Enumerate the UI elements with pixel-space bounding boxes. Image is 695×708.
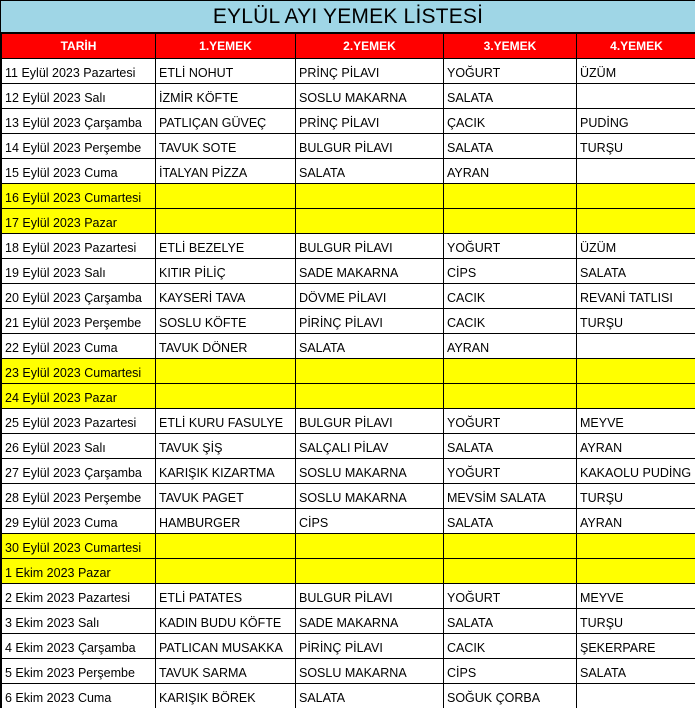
cell-date[interactable]: 6 Ekim 2023 Cuma <box>2 684 156 708</box>
header-dish-1[interactable]: 1.YEMEK <box>156 34 296 59</box>
cell-dish-1[interactable] <box>156 209 296 234</box>
cell-dish-2[interactable]: SOSLU MAKARNA <box>296 84 444 109</box>
cell-dish-2[interactable]: PİRİNÇ PİLAVI <box>296 634 444 659</box>
cell-dish-4[interactable]: PUDİNG <box>577 109 695 134</box>
cell-date[interactable]: 16 Eylül 2023 Cumartesi <box>2 184 156 209</box>
cell-dish-1[interactable]: TAVUK SOTE <box>156 134 296 159</box>
cell-dish-3[interactable]: YOĞURT <box>444 584 577 609</box>
cell-dish-2[interactable]: SADE MAKARNA <box>296 609 444 634</box>
cell-date[interactable]: 25 Eylül 2023 Pazartesi <box>2 409 156 434</box>
cell-dish-1[interactable]: KITIR PİLİÇ <box>156 259 296 284</box>
cell-dish-1[interactable]: İZMİR KÖFTE <box>156 84 296 109</box>
cell-dish-2[interactable] <box>296 209 444 234</box>
cell-dish-2[interactable]: BULGUR PİLAVI <box>296 234 444 259</box>
cell-dish-1[interactable]: PATLICAN MUSAKKA <box>156 634 296 659</box>
cell-dish-4[interactable] <box>577 684 695 708</box>
table-row <box>2 384 695 409</box>
cell-date[interactable]: 23 Eylül 2023 Cumartesi <box>2 359 156 384</box>
cell-dish-4[interactable] <box>577 209 695 234</box>
table-row <box>2 559 695 584</box>
cell-dish-2[interactable] <box>296 384 444 409</box>
cell-dish-3[interactable]: YOĞURT <box>444 409 577 434</box>
cell-dish-1[interactable]: ETLİ KURU FASULYE <box>156 409 296 434</box>
cell-dish-2[interactable] <box>296 359 444 384</box>
cell-dish-3[interactable]: CİPS <box>444 259 577 284</box>
menu-body <box>2 59 695 708</box>
cell-dish-2[interactable] <box>296 184 444 209</box>
cell-dish-2[interactable]: PRİNÇ PİLAVI <box>296 59 444 84</box>
table-row <box>2 184 695 209</box>
table-row <box>2 84 695 109</box>
table-row <box>2 59 695 84</box>
cell-dish-3[interactable]: ÇACIK <box>444 109 577 134</box>
menu-table <box>1 33 695 708</box>
cell-dish-3[interactable]: CACIK <box>444 309 577 334</box>
cell-dish-2[interactable]: SADE MAKARNA <box>296 259 444 284</box>
header-dish-3[interactable]: 3.YEMEK <box>444 34 577 59</box>
cell-dish-3[interactable]: SALATA <box>444 434 577 459</box>
cell-dish-3[interactable]: MEVSİM SALATA <box>444 484 577 509</box>
cell-dish-1[interactable]: KAYSERİ TAVA <box>156 284 296 309</box>
cell-dish-4[interactable] <box>577 384 695 409</box>
cell-dish-4[interactable]: SALATA <box>577 259 695 284</box>
cell-dish-4[interactable] <box>577 534 695 559</box>
cell-dish-1[interactable]: ETLİ PATATES <box>156 584 296 609</box>
cell-date[interactable]: 2 Ekim 2023 Pazartesi <box>2 584 156 609</box>
table-row <box>2 359 695 384</box>
cell-dish-4[interactable]: KAKAOLU PUDİNG <box>577 459 695 484</box>
table-row <box>2 534 695 559</box>
cell-dish-4[interactable] <box>577 84 695 109</box>
cell-dish-3[interactable]: CACIK <box>444 634 577 659</box>
cell-dish-3[interactable]: YOĞURT <box>444 59 577 84</box>
cell-dish-4[interactable]: SALATA <box>577 659 695 684</box>
cell-dish-4[interactable]: TURŞU <box>577 609 695 634</box>
cell-dish-1[interactable]: TAVUK PAGET <box>156 484 296 509</box>
cell-date[interactable]: 12 Eylül 2023 Salı <box>2 84 156 109</box>
cell-dish-2[interactable]: PRİNÇ PİLAVI <box>296 109 444 134</box>
table-row <box>2 609 695 634</box>
cell-dish-2[interactable]: PİRİNÇ PİLAVI <box>296 309 444 334</box>
cell-dish-2[interactable]: DÖVME PİLAVI <box>296 284 444 309</box>
header-dish-2[interactable]: 2.YEMEK <box>296 34 444 59</box>
cell-dish-3[interactable]: CACIK <box>444 284 577 309</box>
cell-dish-1[interactable]: SOSLU KÖFTE <box>156 309 296 334</box>
cell-date[interactable]: 14 Eylül 2023 Perşembe <box>2 134 156 159</box>
cell-date[interactable]: 5 Ekim 2023 Perşembe <box>2 659 156 684</box>
cell-dish-1[interactable] <box>156 184 296 209</box>
header-row <box>2 34 695 59</box>
table-row <box>2 509 695 534</box>
cell-date[interactable]: 27 Eylül 2023 Çarşamba <box>2 459 156 484</box>
cell-dish-3[interactable] <box>444 209 577 234</box>
cell-dish-1[interactable]: ETLİ BEZELYE <box>156 234 296 259</box>
cell-dish-4[interactable]: MEYVE <box>577 409 695 434</box>
cell-dish-3[interactable]: YOĞURT <box>444 459 577 484</box>
table-row <box>2 434 695 459</box>
table-row <box>2 484 695 509</box>
cell-dish-1[interactable]: TAVUK DÖNER <box>156 334 296 359</box>
cell-dish-4[interactable]: ŞEKERPARE <box>577 634 695 659</box>
cell-dish-2[interactable]: SOSLU MAKARNA <box>296 484 444 509</box>
cell-dish-3[interactable]: SALATA <box>444 509 577 534</box>
cell-date[interactable]: 4 Ekim 2023 Çarşamba <box>2 634 156 659</box>
cell-date[interactable]: 29 Eylül 2023 Cuma <box>2 509 156 534</box>
cell-date[interactable]: 26 Eylül 2023 Salı <box>2 434 156 459</box>
cell-dish-4[interactable] <box>577 334 695 359</box>
table-row <box>2 334 695 359</box>
cell-dish-2[interactable] <box>296 559 444 584</box>
table-row <box>2 259 695 284</box>
cell-dish-4[interactable] <box>577 559 695 584</box>
cell-dish-3[interactable]: SALATA <box>444 84 577 109</box>
cell-date[interactable]: 21 Eylül 2023 Perşembe <box>2 309 156 334</box>
table-row <box>2 634 695 659</box>
cell-dish-4[interactable]: AYRAN <box>577 509 695 534</box>
cell-dish-3[interactable]: SOĞUK ÇORBA <box>444 684 577 708</box>
table-row <box>2 409 695 434</box>
cell-dish-1[interactable] <box>156 534 296 559</box>
cell-dish-4[interactable]: REVANİ TATLISI <box>577 284 695 309</box>
cell-date[interactable]: 15 Eylül 2023 Cuma <box>2 159 156 184</box>
table-row <box>2 109 695 134</box>
table-row <box>2 584 695 609</box>
cell-dish-1[interactable]: İTALYAN PİZZA <box>156 159 296 184</box>
cell-date[interactable]: 28 Eylül 2023 Perşembe <box>2 484 156 509</box>
cell-dish-1[interactable]: KADIN BUDU KÖFTE <box>156 609 296 634</box>
cell-dish-1[interactable]: PATLIÇAN GÜVEÇ <box>156 109 296 134</box>
cell-dish-4[interactable]: MEYVE <box>577 584 695 609</box>
cell-date[interactable]: 1 Ekim 2023 Pazar <box>2 559 156 584</box>
sheet-title: EYLÜL AYI YEMEK LİSTESİ <box>1 0 695 33</box>
cell-dish-2[interactable]: SALATA <box>296 159 444 184</box>
cell-dish-1[interactable]: KARIŞIK KIZARTMA <box>156 459 296 484</box>
cell-date[interactable]: 20 Eylül 2023 Çarşamba <box>2 284 156 309</box>
cell-date[interactable]: 3 Ekim 2023 Salı <box>2 609 156 634</box>
cell-dish-1[interactable]: HAMBURGER <box>156 509 296 534</box>
cell-dish-4[interactable]: AYRAN <box>577 434 695 459</box>
cell-date[interactable]: 18 Eylül 2023 Pazartesi <box>2 234 156 259</box>
cell-dish-2[interactable]: SOSLU MAKARNA <box>296 459 444 484</box>
cell-date[interactable]: 13 Eylül 2023 Çarşamba <box>2 109 156 134</box>
cell-dish-3[interactable] <box>444 559 577 584</box>
cell-dish-1[interactable]: TAVUK ŞİŞ <box>156 434 296 459</box>
cell-dish-4[interactable]: ÜZÜM <box>577 234 695 259</box>
cell-date[interactable]: 19 Eylül 2023 Salı <box>2 259 156 284</box>
cell-dish-2[interactable]: SALATA <box>296 334 444 359</box>
header-date[interactable]: TARİH <box>2 34 156 59</box>
cell-dish-2[interactable]: BULGUR PİLAVI <box>296 134 444 159</box>
cell-dish-2[interactable]: SOSLU MAKARNA <box>296 659 444 684</box>
cell-date[interactable]: 11 Eylül 2023 Pazartesi <box>2 59 156 84</box>
cell-dish-2[interactable]: BULGUR PİLAVI <box>296 409 444 434</box>
cell-dish-3[interactable] <box>444 384 577 409</box>
cell-dish-1[interactable] <box>156 384 296 409</box>
cell-date[interactable]: 22 Eylül 2023 Cuma <box>2 334 156 359</box>
cell-dish-1[interactable]: KARIŞIK BÖREK <box>156 684 296 708</box>
cell-dish-3[interactable]: SALATA <box>444 134 577 159</box>
table-row <box>2 159 695 184</box>
table-row <box>2 284 695 309</box>
table-row <box>2 459 695 484</box>
cell-date[interactable]: 17 Eylül 2023 Pazar <box>2 209 156 234</box>
cell-dish-3[interactable]: AYRAN <box>444 334 577 359</box>
cell-dish-2[interactable] <box>296 534 444 559</box>
cell-dish-3[interactable]: CİPS <box>444 659 577 684</box>
header-dish-4[interactable]: 4.YEMEK <box>577 34 695 59</box>
cell-dish-1[interactable]: TAVUK SARMA <box>156 659 296 684</box>
cell-dish-3[interactable]: SALATA <box>444 609 577 634</box>
cell-dish-4[interactable]: TURŞU <box>577 484 695 509</box>
table-row <box>2 209 695 234</box>
cell-dish-3[interactable] <box>444 184 577 209</box>
cell-dish-4[interactable]: TURŞU <box>577 309 695 334</box>
cell-dish-2[interactable]: SALÇALI PİLAV <box>296 434 444 459</box>
cell-dish-1[interactable] <box>156 559 296 584</box>
cell-dish-4[interactable]: TURŞU <box>577 134 695 159</box>
table-row <box>2 134 695 159</box>
cell-dish-1[interactable]: ETLİ NOHUT <box>156 59 296 84</box>
cell-dish-4[interactable] <box>577 184 695 209</box>
cell-dish-2[interactable]: CİPS <box>296 509 444 534</box>
cell-dish-4[interactable] <box>577 359 695 384</box>
cell-dish-1[interactable] <box>156 359 296 384</box>
table-row <box>2 684 695 708</box>
table-row <box>2 234 695 259</box>
table-row <box>2 659 695 684</box>
cell-dish-2[interactable]: BULGUR PİLAVI <box>296 584 444 609</box>
cell-dish-4[interactable] <box>577 159 695 184</box>
cell-dish-3[interactable]: AYRAN <box>444 159 577 184</box>
cell-dish-3[interactable] <box>444 534 577 559</box>
cell-dish-4[interactable]: ÜZÜM <box>577 59 695 84</box>
cell-dish-3[interactable] <box>444 359 577 384</box>
cell-dish-2[interactable]: SALATA <box>296 684 444 708</box>
cell-dish-3[interactable]: YOĞURT <box>444 234 577 259</box>
cell-date[interactable]: 24 Eylül 2023 Pazar <box>2 384 156 409</box>
cell-date[interactable]: 30 Eylül 2023 Cumartesi <box>2 534 156 559</box>
table-row <box>2 309 695 334</box>
